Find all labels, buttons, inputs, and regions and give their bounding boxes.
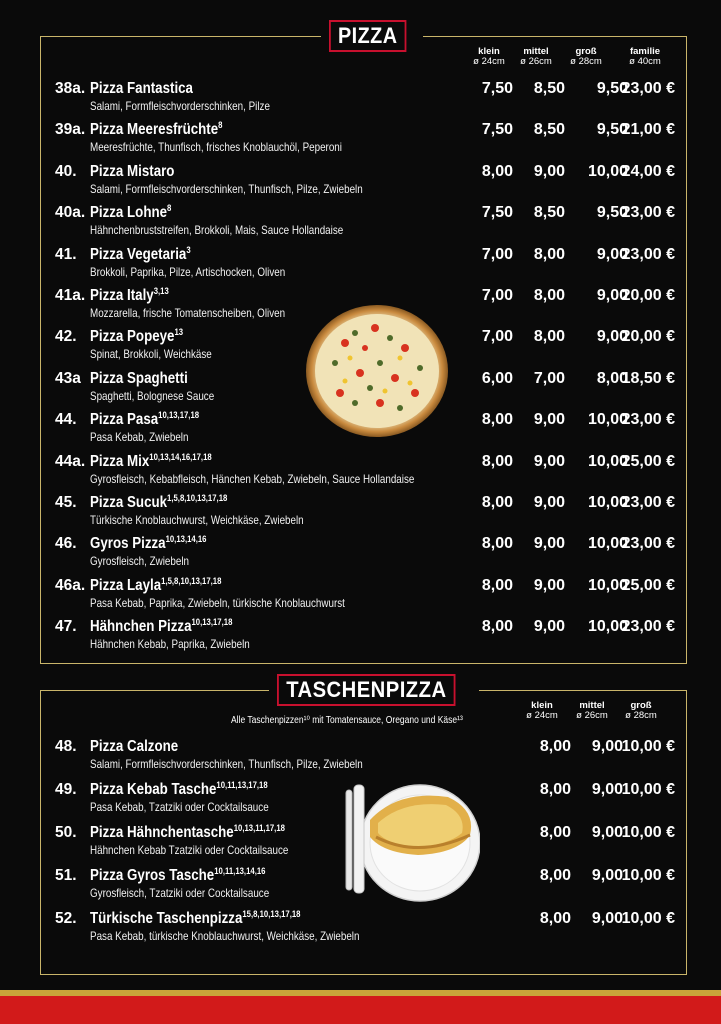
item-price: 8,00 bbox=[481, 618, 513, 636]
size-header-diameter: ø 28cm bbox=[625, 710, 657, 721]
item-name bbox=[90, 618, 232, 636]
item-price: 8,50 bbox=[533, 121, 565, 139]
item-name bbox=[90, 246, 191, 264]
item-name bbox=[90, 163, 174, 181]
item-name bbox=[90, 411, 199, 429]
size-header-diameter: ø 24cm bbox=[526, 710, 558, 721]
item-price: 8,00 bbox=[539, 910, 571, 927]
item-additives: 3,13 bbox=[153, 286, 169, 296]
pizza-image bbox=[305, 303, 450, 438]
menu-item-row bbox=[55, 121, 675, 161]
size-header-diameter: ø 24cm bbox=[473, 56, 505, 67]
item-number: 41a. bbox=[55, 287, 86, 304]
item-name-text: Pizza Layla bbox=[90, 576, 162, 594]
item-name bbox=[90, 535, 206, 553]
item-price: 10,00 bbox=[587, 494, 628, 511]
menu-item-row bbox=[55, 204, 675, 244]
menu-item-row bbox=[55, 494, 675, 534]
item-price: 8,00 bbox=[481, 452, 513, 470]
item-price: 20,00 € bbox=[621, 287, 675, 304]
item-price: 8,00 bbox=[539, 738, 571, 755]
size-header-diameter: ø 40cm bbox=[629, 56, 661, 67]
size-header bbox=[464, 47, 514, 67]
item-name-text: Pizza Spaghetti bbox=[90, 369, 188, 387]
item-price: 7,00 bbox=[481, 245, 513, 263]
size-header bbox=[616, 701, 666, 721]
item-name-text: Pizza Mistaro bbox=[90, 162, 175, 180]
item-number: 52. bbox=[55, 910, 77, 927]
size-header-diameter: ø 26cm bbox=[520, 56, 552, 67]
item-price: 7,00 bbox=[481, 328, 513, 346]
item-name-text: Türkische Taschenpizza bbox=[90, 910, 243, 927]
item-price: 7,00 bbox=[533, 369, 565, 387]
calzone-image bbox=[338, 775, 480, 905]
item-description: Türkische Knoblauchwurst, Weichkäse, Zwiebeln bbox=[90, 513, 304, 527]
item-description: Spaghetti, Bolognese Sauce bbox=[90, 388, 215, 403]
menu-item-row bbox=[55, 577, 675, 617]
item-name bbox=[90, 781, 268, 799]
size-header-label: groß bbox=[630, 700, 652, 711]
item-description: Brokkoli, Paprika, Pilze, Artischocken, Oliven bbox=[90, 264, 286, 279]
taschenpizza-title-wrap bbox=[269, 674, 479, 708]
item-price: 8,00 bbox=[481, 576, 513, 594]
item-additives: 3 bbox=[186, 244, 191, 255]
item-description: Hähnchen Kebab Tzatziki oder Cocktailsauce bbox=[90, 843, 289, 857]
item-additives: 8 bbox=[167, 203, 172, 214]
item-price: 8,00 bbox=[539, 824, 571, 841]
item-name-text: Hähnchen Pizza bbox=[90, 618, 192, 636]
item-price: 9,00 bbox=[533, 535, 565, 553]
item-number: 47. bbox=[55, 618, 77, 636]
menu-item-row bbox=[55, 535, 675, 575]
item-price: 18,50 € bbox=[621, 369, 675, 387]
item-description: Spinat, Brokkoli, Weichkäse bbox=[90, 347, 212, 362]
menu-item-row bbox=[55, 453, 675, 493]
item-price: 9,00 bbox=[591, 910, 623, 927]
item-additives: 10,11,13,17,18 bbox=[216, 780, 268, 790]
size-header bbox=[567, 701, 617, 721]
item-price: 20,00 € bbox=[621, 328, 675, 346]
item-number: 42. bbox=[55, 328, 77, 346]
size-header-label: klein bbox=[531, 700, 553, 711]
item-price: 9,00 bbox=[533, 452, 565, 470]
item-additives: 10,13,14,16 bbox=[165, 534, 207, 545]
item-description: Gyrosfleisch, Zwiebeln bbox=[90, 554, 189, 569]
item-price: 10,00 bbox=[587, 411, 628, 429]
item-number: 40a. bbox=[55, 204, 86, 222]
item-name-text: Pizza Italy bbox=[90, 287, 154, 304]
item-description: Pasa Kebab, türkische Knoblauchwurst, Weichkäse, Zwiebeln bbox=[90, 929, 360, 943]
item-price: 23,00 € bbox=[621, 535, 675, 553]
item-price: 25,00 € bbox=[621, 576, 675, 594]
size-header-label: klein bbox=[478, 46, 500, 57]
item-price: 7,50 bbox=[481, 204, 513, 222]
size-header bbox=[511, 47, 561, 67]
item-additives: 15,8,10,13,17,18 bbox=[242, 909, 301, 919]
item-price: 9,00 bbox=[591, 824, 623, 841]
item-price: 7,50 bbox=[481, 80, 513, 97]
size-header-label: familie bbox=[629, 46, 661, 57]
item-number: 51. bbox=[55, 867, 77, 884]
item-price: 23,00 € bbox=[621, 494, 675, 511]
item-price: 8,00 bbox=[539, 867, 571, 884]
item-price: 10,00 bbox=[587, 576, 628, 594]
item-name bbox=[90, 204, 171, 222]
item-name bbox=[90, 453, 212, 471]
item-description: Gyrosfleisch, Tzatziki oder Cocktailsauce bbox=[90, 886, 270, 900]
item-price: 9,00 bbox=[533, 494, 565, 511]
size-header-label: mittel bbox=[579, 700, 605, 711]
item-name-text: Pizza Pasa bbox=[90, 411, 159, 429]
item-description: Pasa Kebab, Zwiebeln bbox=[90, 430, 189, 445]
item-name-text: Pizza Mix bbox=[90, 452, 150, 470]
item-price: 9,00 bbox=[533, 576, 565, 594]
item-name-text: Pizza Sucuk bbox=[90, 494, 168, 511]
item-name-text: Pizza Popeye bbox=[90, 328, 175, 346]
item-number: 43a bbox=[55, 369, 81, 387]
item-price: 9,00 bbox=[533, 162, 565, 180]
item-number: 39a. bbox=[55, 121, 86, 139]
item-price: 23,00 € bbox=[621, 245, 675, 263]
item-price: 24,00 € bbox=[621, 162, 675, 180]
item-number: 49. bbox=[55, 781, 77, 798]
item-price: 8,00 bbox=[533, 328, 565, 346]
item-additives: 10,13,17,18 bbox=[191, 617, 233, 628]
item-price: 9,00 bbox=[596, 245, 628, 263]
item-additives: 10,11,13,14,16 bbox=[214, 866, 266, 876]
item-price: 9,00 bbox=[596, 287, 628, 304]
taschenpizza-note: Alle Taschenpizzen¹⁰ mit Tomatensauce, Oregano und Käse¹³ bbox=[231, 715, 463, 726]
item-additives: 1,5,8,10,13,17,18 bbox=[161, 575, 222, 586]
item-name-text: Pizza Fantastica bbox=[90, 80, 193, 97]
menu-item-row bbox=[55, 738, 675, 778]
item-additives: 1,5,8,10,13,17,18 bbox=[167, 493, 228, 503]
pizza-title: PIZZA bbox=[329, 20, 406, 52]
item-price: 25,00 € bbox=[621, 452, 675, 470]
item-price: 23,00 € bbox=[621, 618, 675, 636]
item-additives: 8 bbox=[218, 120, 223, 131]
menu-item-row bbox=[55, 618, 675, 658]
item-number: 50. bbox=[55, 824, 77, 841]
item-description: Hähnchen Kebab, Paprika, Zwiebeln bbox=[90, 637, 250, 652]
item-price: 10,00 € bbox=[621, 781, 675, 798]
size-header-diameter: ø 28cm bbox=[570, 56, 602, 67]
item-price: 8,00 bbox=[481, 494, 513, 511]
item-number: 46a. bbox=[55, 576, 86, 594]
item-name bbox=[90, 494, 227, 512]
item-price: 10,00 € bbox=[621, 738, 675, 755]
item-price: 6,00 bbox=[481, 369, 513, 387]
item-name bbox=[90, 121, 222, 139]
item-name bbox=[90, 287, 169, 305]
item-price: 7,00 bbox=[481, 287, 513, 304]
item-price: 8,00 bbox=[539, 781, 571, 798]
item-price: 10,00 € bbox=[621, 867, 675, 884]
item-price: 9,00 bbox=[533, 411, 565, 429]
size-header-diameter: ø 26cm bbox=[576, 710, 608, 721]
menu-item-row bbox=[55, 910, 675, 950]
item-name-text: Gyros Pizza bbox=[90, 535, 166, 553]
item-price: 9,00 bbox=[596, 328, 628, 346]
item-price: 10,00 € bbox=[621, 910, 675, 927]
item-price: 9,50 bbox=[596, 204, 628, 222]
item-price: 10,00 € bbox=[621, 824, 675, 841]
item-name bbox=[90, 370, 188, 388]
size-header bbox=[561, 47, 611, 67]
item-name bbox=[90, 328, 183, 346]
item-additives: 10,13,11,17,18 bbox=[233, 823, 285, 833]
item-description: Mozzarella, frische Tomatenscheiben, Oliven bbox=[90, 306, 286, 320]
item-name bbox=[90, 867, 265, 885]
item-number: 38a. bbox=[55, 80, 86, 97]
menu-item-row bbox=[55, 80, 675, 120]
item-name-text: Pizza Calzone bbox=[90, 738, 179, 755]
item-number: 46. bbox=[55, 535, 77, 553]
item-description: Pasa Kebab, Paprika, Zwiebeln, türkische Knoblauchwurst bbox=[90, 595, 345, 610]
item-price: 8,50 bbox=[533, 204, 565, 222]
pizza-title-wrap bbox=[321, 20, 423, 54]
size-header bbox=[620, 47, 670, 67]
item-price: 9,50 bbox=[596, 121, 628, 139]
taschenpizza-title: TASCHENPIZZA bbox=[277, 674, 456, 706]
item-number: 44a. bbox=[55, 452, 86, 470]
item-price: 23,00 € bbox=[621, 204, 675, 222]
item-price: 8,00 bbox=[533, 287, 565, 304]
item-description: Pasa Kebab, Tzatziki oder Cocktailsauce bbox=[90, 800, 269, 814]
item-price: 9,00 bbox=[591, 738, 623, 755]
item-name bbox=[90, 910, 300, 928]
item-description: Salami, Formfleischvorderschinken, Thunfisch, Pilze, Zwiebeln bbox=[90, 757, 363, 771]
item-number: 45. bbox=[55, 494, 77, 511]
item-additives: 13 bbox=[174, 327, 184, 338]
menu-item-row bbox=[55, 163, 675, 203]
item-price: 8,00 bbox=[481, 162, 513, 180]
item-price: 10,00 bbox=[587, 618, 628, 636]
item-price: 10,00 bbox=[587, 535, 628, 553]
item-price: 23,00 € bbox=[621, 411, 675, 429]
item-price: 7,50 bbox=[481, 121, 513, 139]
item-name-text: Pizza Vegetaria bbox=[90, 245, 187, 263]
item-price: 8,00 bbox=[533, 245, 565, 263]
item-name bbox=[90, 80, 193, 98]
item-name bbox=[90, 738, 178, 756]
item-description: Gyrosfleisch, Kebabfleisch, Hänchen Kebab, Zwiebeln, Sauce Hollandaise bbox=[90, 471, 415, 486]
item-price: 9,00 bbox=[591, 867, 623, 884]
item-number: 41. bbox=[55, 245, 77, 263]
item-price: 8,00 bbox=[481, 535, 513, 553]
item-number: 48. bbox=[55, 738, 77, 755]
item-price: 23,00 € bbox=[621, 80, 675, 97]
item-price: 9,00 bbox=[533, 618, 565, 636]
item-name-text: Pizza Hähnchentasche bbox=[90, 824, 234, 841]
item-name-text: Pizza Lohne bbox=[90, 204, 168, 222]
item-description: Salami, Formfleischvorderschinken, Thunfisch, Pilze, Zwiebeln bbox=[90, 181, 363, 196]
item-description: Salami, Formfleischvorderschinken, Pilze bbox=[90, 99, 270, 113]
item-price: 10,00 bbox=[587, 452, 628, 470]
item-number: 40. bbox=[55, 162, 77, 180]
size-header-label: groß bbox=[575, 46, 597, 57]
item-price: 8,50 bbox=[533, 80, 565, 97]
item-additives: 10,13,14,16,17,18 bbox=[149, 451, 212, 462]
item-description: Meeresfrüchte, Thunfisch, frisches Knoblauchöl, Peperoni bbox=[90, 140, 342, 155]
size-header bbox=[517, 701, 567, 721]
item-name bbox=[90, 824, 285, 842]
menu-item-row bbox=[55, 246, 675, 286]
item-name-text: Pizza Gyros Tasche bbox=[90, 867, 215, 884]
item-price: 9,00 bbox=[591, 781, 623, 798]
item-price: 8,00 bbox=[481, 411, 513, 429]
item-description: Hähnchenbruststreifen, Brokkoli, Mais, Sauce Hollandaise bbox=[90, 223, 344, 238]
size-header-label: mittel bbox=[523, 46, 549, 57]
item-name-text: Pizza Meeresfrüchte bbox=[90, 121, 219, 139]
item-number: 44. bbox=[55, 411, 77, 429]
item-price: 9,50 bbox=[596, 80, 628, 97]
item-price: 21,00 € bbox=[621, 121, 675, 139]
item-additives: 10,13,17,18 bbox=[158, 410, 200, 421]
footer-red-band bbox=[0, 996, 721, 1024]
item-price: 8,00 bbox=[596, 369, 628, 387]
item-name-text: Pizza Kebab Tasche bbox=[90, 781, 217, 798]
item-name bbox=[90, 577, 221, 595]
item-price: 10,00 bbox=[587, 162, 628, 180]
